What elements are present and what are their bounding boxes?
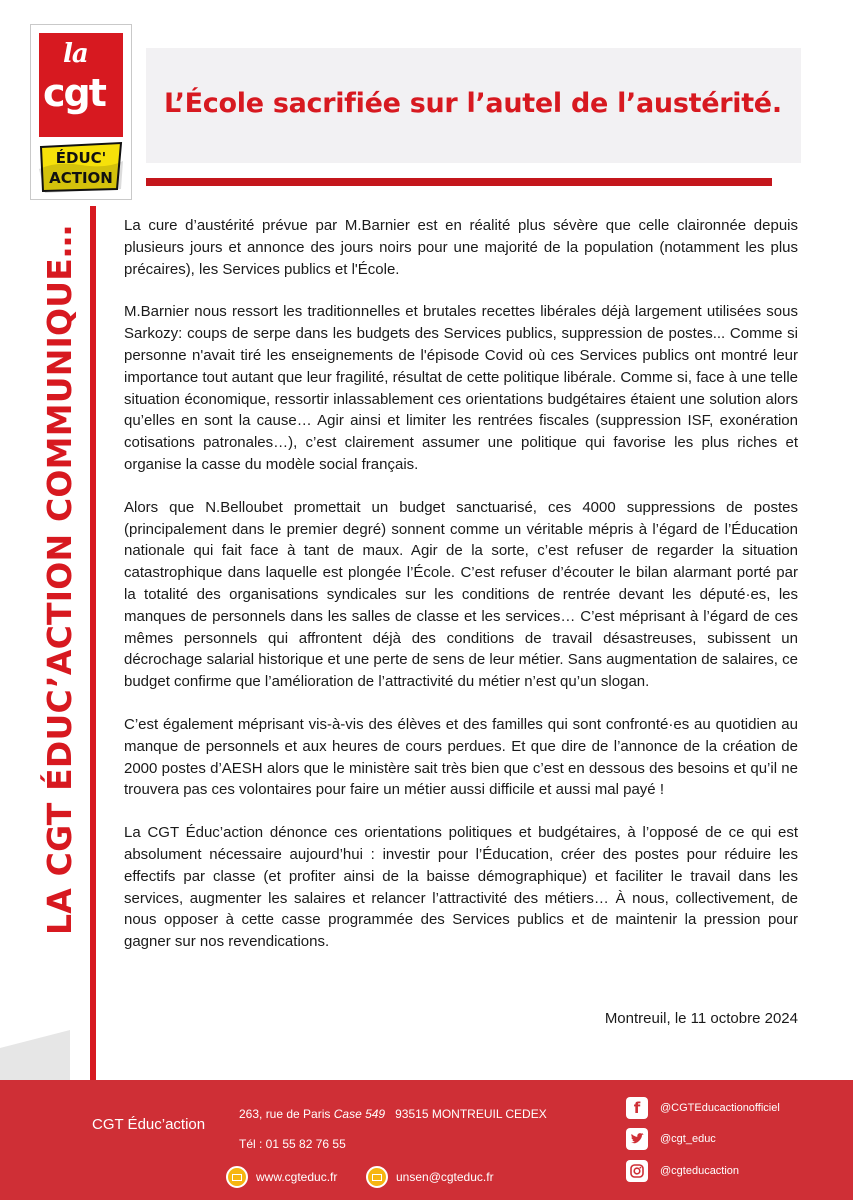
facebook-icon: f [626,1097,648,1119]
title-underline [146,178,772,186]
page-title: L’École sacrifiée sur l’autel de l’austérité. [164,88,782,119]
body-paragraph-1: La cure d’austérité prévue par M.Barnier est en réalité plus sévère que celle claironnée depuis plusieurs jours et annonce des jours noirs pour une majorité de la population (notamment les plus précaires), les Services publics et l'École. [124,217,798,278]
body-paragraph-4: C’est également méprisant vis-à-vis des élèves et des familles qui sont confronté·es au quotidien au manque de personnels et aux heures de cours perdues. Et que dire de l’annonce de la création de 2000 postes d’AESH alors que le ministère sait très bien que c’est en dessous des besoins et qu’il ne trouvera pas ces volontaires pour faire un métier aussi difficile et aussi mal payé ! [124,715,798,799]
twitter-handle: @cgt_educ [660,1133,716,1145]
body-paragraph-5: La CGT Éduc’action dénonce ces orientations politiques et budgétaires, à l’opposé de ce qui est absolument nécessaire aujourd’hui : investir pour l’Éducation, créer des postes pour réduire les effectifs par classe (et profiter ainsi de la baisse démographique) et faciliter le travail dans les services, augmenter les salaires et relancer l’attractivité des métiers… À nous, collectivement, de nous opposer à cette casse programmée des Services publics et de maintenir la pression pour gagner sur nos revendications. [124,824,798,951]
body-paragraph-3: Alors que N.Belloubet promettait un budget sanctuarisé, ces 4000 suppressions de postes (principalement dans le premier degré) sonnent comme un véritable mépris à l’égard de l’Éducation nationale qui fait face à tant de maux. Agir de la sorte, c’est refuser de regarder la situation catastrophique dans laquelle est plongée l’École. C’est refuser d’écouter le bilan alarmant porté par la totalité des organisations syndicales sur les conditions de rentrée devant les député·es, les manques de personnels dans les salles de classe et les services… C’est méprisant à l’égard de ces mêmes personnels qui affrontent déjà des conditions de travail désastreuses, subissent un décrochage salarial historique et une perte de sens de leur métier. Sans augmentation de salaires, ce budget confirme que l’amélioration de l’attractivité du métier n’est qu’un slogan. [124,498,798,691]
signature-date: Montreuil, le 11 octobre 2024 [604,1010,798,1027]
address-street: 263, rue de Paris [239,1107,331,1121]
logo-red-block [39,33,123,137]
facebook-link[interactable] [626,1097,780,1119]
body-paragraph-2: M.Barnier nous ressort les traditionnelles et brutales recettes libérales déjà largement utilisées sous Sarkozy: coups de serpe dans les budgets des Services publics, suppression de postes... Comme si personne n'avait tiré les enseignements de l'épisode Covid où ces Services publics ont montré leur importance tout autant que leur fragilité, résultat de cette politique libérale. Comme si, face à une telle situation économique, ressortir inlassablement ces orientations budgétaires étaient une solution alors qu’elles en sont la cause… Agir ainsi et limiter les rentrées fiscales (suppression ISF, exonération cotisations patronales…), c’est clairement assumer une politique qui favorise les plus riches et organise la casse du modèle social français. [124,303,798,473]
footer-address [239,1107,547,1121]
instagram-icon [626,1160,648,1182]
sidebar-vertical-title: LA CGT ÉDUC’ACTION COMMUNIQUE… [40,224,79,935]
mail-icon [366,1166,388,1188]
footer-org-name: CGT Éduc’action [92,1116,206,1133]
facebook-handle: @CGTEducactionofficiel [660,1102,780,1114]
instagram-handle: @cgteducaction [660,1165,740,1177]
title-box [146,48,801,163]
address-city: 93515 MONTREUIL CEDEX [395,1107,547,1121]
sidebar-red-rule [90,206,96,1086]
cgt-educaction-logo [30,24,132,200]
footer-phone: Tél : 01 55 82 76 55 [239,1137,346,1151]
logo-action-text: ACTION [49,169,113,187]
twitter-icon [626,1128,648,1150]
email-text: unsen@cgteduc.fr [396,1170,494,1184]
footer [0,1080,853,1200]
logo-educ-text: ÉDUC' [55,149,107,167]
instagram-link[interactable] [626,1160,739,1182]
address-case: Case 549 [333,1107,386,1121]
logo-la-text: la [63,39,88,69]
communique-body [124,215,798,974]
website-link[interactable] [226,1166,337,1188]
website-text: www.cgteduc.fr [256,1170,338,1184]
logo-cgt-text: cgt [43,71,105,115]
twitter-link[interactable] [626,1128,716,1150]
mail-icon [226,1166,248,1188]
educaction-badge-icon [37,139,125,195]
email-link[interactable] [366,1166,494,1188]
